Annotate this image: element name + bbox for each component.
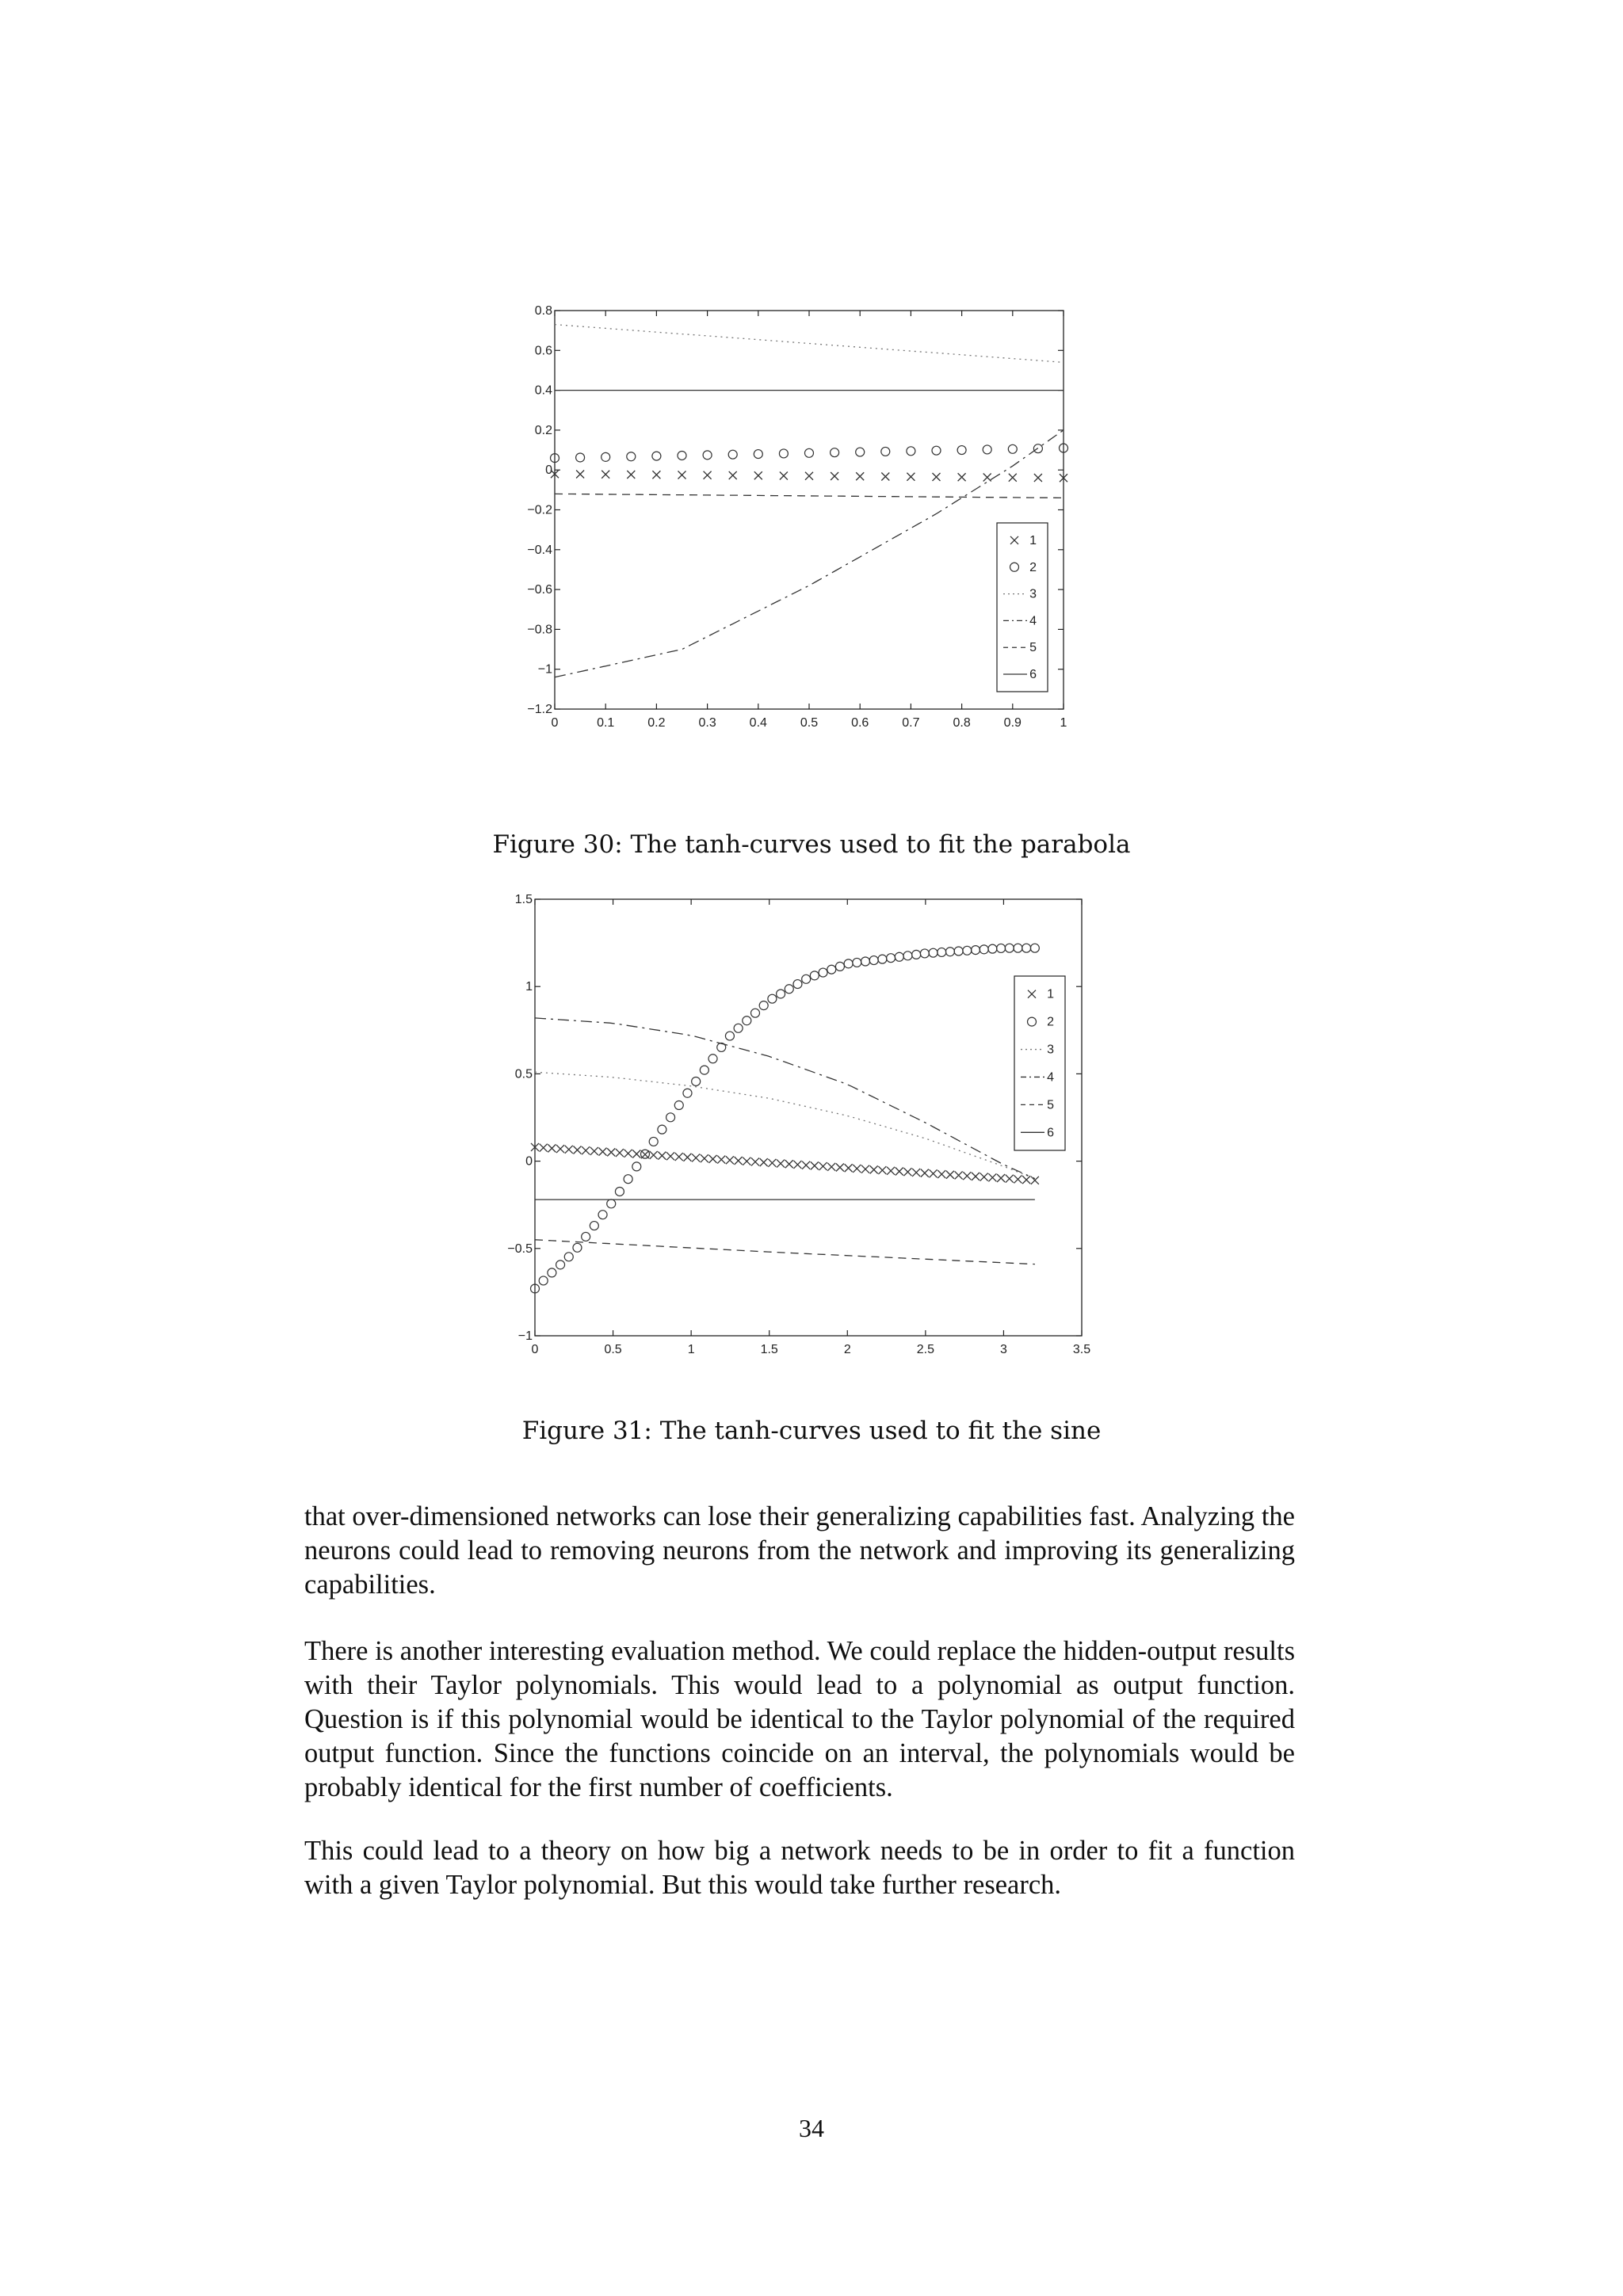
series-1-point: [632, 1150, 640, 1158]
series-1-point: [881, 472, 889, 480]
series-1-point: [997, 1174, 1005, 1182]
series-2-point: [649, 1137, 658, 1146]
legend-label-6: 6: [1029, 668, 1037, 682]
series-2-point: [683, 1089, 692, 1097]
series-2-point: [793, 980, 802, 989]
series-1-point: [963, 1172, 971, 1180]
series-1-point: [921, 1169, 929, 1177]
series-2-point: [988, 944, 997, 953]
legend-label-3: 3: [1029, 587, 1037, 601]
series-2-point: [932, 446, 941, 455]
series-5-line: [555, 494, 1064, 498]
chart-1-y-tick-label: 1.5: [514, 893, 533, 906]
chart-0-x-tick-label: 0.6: [851, 716, 869, 730]
legend-label-3: 3: [1047, 1043, 1054, 1057]
chart-1-plot-frame: [535, 899, 1082, 1336]
series-1-point: [565, 1146, 573, 1154]
series-2-point: [632, 1162, 641, 1171]
series-2-point: [627, 452, 636, 461]
body-paragraph-3: This could lead to a theory on how big a network needs to be in order to fit a function with a given Taylor polynomial. But this would take further research.: [304, 1836, 1295, 1900]
series-1-point: [675, 1153, 683, 1161]
series-2-point: [938, 948, 946, 956]
series-1-point: [658, 1152, 666, 1160]
series-1-point: [717, 1156, 725, 1164]
series-2-point: [983, 445, 991, 454]
series-1-point: [933, 473, 941, 481]
series-2-point: [861, 957, 870, 966]
series-3-line: [535, 1072, 1035, 1178]
series-2-point: [708, 1055, 717, 1063]
series-2-point: [674, 1101, 683, 1110]
series-1-point: [540, 1144, 548, 1152]
series-2-point: [652, 452, 661, 460]
series-1-point: [751, 1158, 759, 1165]
body-paragraph-2: There is another interesting evaluation method. We could replace the hidden-output results with their Taylor polynomials. This would lead to a polynomial as output function. Question is if this polynomial would be identical to the Taylor polynomial of the required output function. Since the functions coincide on an interval, the polynomials would be probably identical for the first number of coefficients.: [304, 1636, 1295, 1802]
series-2-point: [582, 1232, 590, 1241]
body-paragraph-1: that over-dimensioned networks can lose their generalizing capabilities fast. Analyzing the neurons could lead to removing neurons from the network and improving its generalizing capabilities.: [304, 1501, 1295, 1600]
chart-0-x-tick-label: 0.1: [597, 716, 615, 730]
series-2-point: [903, 952, 912, 960]
series-2-point: [703, 451, 712, 460]
series-1-point: [582, 1146, 590, 1154]
chart-0-x-tick-label: 0.3: [698, 716, 716, 730]
chart-0-y-tick-label: 0.6: [534, 344, 552, 358]
series-2-point: [1022, 944, 1031, 952]
series-2-point: [844, 959, 853, 968]
series-2-point: [856, 448, 865, 456]
series-2-point: [1014, 944, 1022, 952]
series-2-point: [751, 1009, 760, 1017]
chart-0-x-tick-label: 0.5: [800, 716, 819, 730]
chart-1-x-tick-label: 0.5: [604, 1343, 622, 1356]
series-2-point: [929, 948, 938, 957]
figure-30-chart: [491, 297, 1094, 741]
figure-31-chart: [491, 887, 1109, 1379]
series-2-point: [997, 944, 1006, 952]
series-1-point: [930, 1169, 938, 1177]
series-4-line: [555, 430, 1064, 677]
chart-0-y-tick-label: 0.8: [534, 304, 552, 318]
series-2-point: [539, 1276, 548, 1285]
chart-0-plot-frame: [555, 311, 1064, 709]
legend-label-2: 2: [1047, 1015, 1054, 1029]
chart-0-x-tick-label: 1: [1060, 716, 1067, 730]
series-2-point: [920, 949, 929, 958]
series-2-point: [1008, 444, 1017, 453]
series-1-point: [1009, 474, 1017, 482]
series-2-point: [598, 1211, 607, 1219]
series-1-point: [607, 1148, 615, 1156]
series-2-point: [658, 1125, 666, 1134]
chart-1-x-tick-label: 0: [531, 1343, 539, 1356]
series-2-point: [881, 447, 890, 456]
chart-1-x-tick-label: 3: [999, 1343, 1007, 1356]
series-3-line: [555, 325, 1064, 363]
series-2-point: [887, 954, 896, 963]
series-2-point: [700, 1066, 708, 1074]
series-1-point: [836, 1164, 844, 1172]
series-1-point: [735, 1157, 743, 1165]
chart-0-y-tick-label: −1: [537, 662, 552, 677]
series-1-point: [972, 1173, 980, 1180]
series-2-point: [912, 950, 921, 959]
series-1-point: [802, 1161, 810, 1169]
chart-0-x-tick-label: 0.4: [749, 716, 767, 730]
legend-label-2: 2: [1029, 560, 1037, 574]
series-2-point: [548, 1268, 556, 1277]
chart-1-y-tick-label: 0.5: [514, 1067, 533, 1081]
legend-label-5: 5: [1047, 1098, 1054, 1112]
series-2-point: [768, 994, 777, 1003]
chart-0-y-tick-label: −0.6: [527, 583, 552, 597]
series-1-point: [878, 1166, 886, 1174]
series-1-point: [938, 1170, 945, 1178]
series-1-point: [573, 1146, 581, 1154]
legend-label-4: 4: [1029, 614, 1037, 628]
series-1-point: [627, 471, 635, 479]
series-2-point: [576, 453, 585, 462]
chart-0-x-tick-label: 0: [551, 716, 559, 730]
series-1-point: [1014, 1175, 1022, 1183]
series-1-point: [912, 1169, 920, 1177]
series-1-point: [666, 1152, 674, 1160]
figure-30-caption: Figure 30: The tanh-curves used to fit the parabola: [492, 830, 1131, 859]
series-2-point: [878, 955, 887, 963]
series-2-point: [564, 1253, 573, 1261]
series-2-point: [835, 962, 844, 971]
series-1-point: [845, 1164, 853, 1172]
series-2-point: [779, 449, 788, 458]
series-1-point: [887, 1167, 895, 1175]
series-1-point: [1006, 1175, 1014, 1183]
chart-1-y-tick-label: 0: [525, 1154, 533, 1169]
series-2-point: [759, 1001, 768, 1010]
series-1-point: [743, 1158, 750, 1165]
chart-1-x-tick-label: 2: [843, 1343, 851, 1356]
chart-0-y-tick-label: −0.8: [527, 623, 552, 637]
chart-1-y-tick-label: 1: [525, 980, 533, 994]
series-1-point: [819, 1162, 827, 1170]
series-1-point: [650, 1151, 658, 1159]
series-1-point: [1022, 1176, 1030, 1184]
series-1-point: [831, 472, 838, 480]
chart-0-x-tick-label: 0.9: [1003, 716, 1022, 730]
chart-0-legend: [997, 523, 1048, 692]
series-1-point: [988, 1173, 996, 1181]
chart-0-y-tick-label: −0.4: [527, 543, 552, 557]
series-1-point: [652, 471, 660, 479]
series-2-point: [963, 946, 972, 955]
legend-label-4: 4: [1047, 1070, 1054, 1085]
series-2-point: [725, 1032, 734, 1040]
series-1-point: [780, 471, 788, 479]
series-4-line: [535, 1018, 1035, 1179]
chart-0-x-tick-label: 0.7: [902, 716, 920, 730]
series-2-point: [734, 1024, 743, 1032]
series-1-point: [760, 1158, 768, 1166]
series-2-point: [827, 965, 836, 974]
series-1-point: [870, 1165, 878, 1173]
series-2-point: [743, 1016, 751, 1025]
chart-0-y-tick-label: 0.4: [534, 383, 552, 398]
series-1-point: [624, 1150, 632, 1158]
series-1-point: [678, 471, 686, 479]
series-1-point: [955, 1171, 963, 1179]
chart-0-y-tick-label: −0.2: [527, 503, 552, 517]
series-2-point: [907, 447, 915, 456]
series-2-point: [853, 958, 861, 967]
series-1-point: [729, 471, 737, 479]
chart-0-x-tick-label: 0.8: [953, 716, 971, 730]
series-2-point: [831, 448, 839, 457]
series-1-point: [704, 471, 712, 479]
figure-31-caption: Figure 31: The tanh-curves used to fit the sine: [521, 1417, 1102, 1445]
series-2-point: [819, 968, 827, 977]
series-1-point: [856, 472, 864, 480]
legend-label-6: 6: [1047, 1126, 1054, 1140]
chart-1-legend: [1014, 976, 1065, 1150]
series-2-point: [615, 1187, 624, 1196]
chart-1-x-tick-label: 1.5: [760, 1343, 778, 1356]
series-1-point: [903, 1168, 911, 1176]
series-1-point: [811, 1161, 819, 1169]
chart-1-x-tick-label: 1: [687, 1343, 695, 1356]
series-2-point: [607, 1199, 616, 1208]
chart-1-x-tick-label: 2.5: [916, 1343, 934, 1356]
series-2-point: [972, 946, 980, 955]
page-number: 34: [799, 2114, 824, 2142]
series-1-point: [805, 472, 813, 480]
chart-0-x-tick-label: 0.2: [647, 716, 666, 730]
series-2-point: [785, 985, 793, 994]
series-2-point: [954, 947, 963, 955]
series-1-point: [827, 1163, 835, 1171]
series-5-line: [535, 1240, 1035, 1264]
series-1-point: [853, 1165, 861, 1173]
chart-0-y-tick-label: 0.2: [534, 423, 552, 437]
series-2-point: [754, 450, 762, 459]
series-2-point: [590, 1222, 598, 1230]
chart-0-y-tick-label: −1.2: [527, 703, 552, 716]
series-1-point: [548, 1144, 556, 1152]
series-1-point: [601, 471, 609, 479]
series-2-point: [805, 448, 814, 457]
series-1-point: [590, 1147, 598, 1155]
series-2-point: [728, 450, 737, 459]
series-2-point: [957, 446, 966, 455]
series-2-point: [1005, 944, 1014, 952]
series-1-point: [946, 1171, 954, 1179]
series-2-point: [692, 1077, 701, 1085]
chart-1-y-tick-label: −0.5: [507, 1241, 533, 1256]
series-1-point: [709, 1155, 717, 1163]
series-1-point: [692, 1154, 700, 1161]
chart-1-y-tick-label: −1: [517, 1329, 533, 1343]
series-1-point: [599, 1148, 607, 1156]
series-2-point: [624, 1175, 632, 1184]
series-1-point: [576, 470, 584, 478]
series-1-point: [980, 1173, 988, 1181]
series-1-point: [896, 1167, 903, 1175]
series-1-point: [768, 1159, 776, 1167]
series-2-point: [869, 956, 878, 965]
legend-label-1: 1: [1029, 533, 1037, 547]
legend-label-5: 5: [1029, 641, 1037, 655]
series-2-point: [980, 945, 988, 954]
series-1-point: [907, 473, 915, 481]
series-1-point: [616, 1149, 624, 1157]
series-1-point: [777, 1160, 785, 1168]
series-2-point: [666, 1113, 675, 1122]
series-2-point: [1030, 944, 1039, 952]
series-1-point: [556, 1145, 564, 1153]
series-2-point: [802, 974, 811, 983]
series-2-point: [601, 452, 610, 461]
series-1-point: [683, 1154, 691, 1161]
series-2-point: [895, 952, 903, 961]
series-1-point: [726, 1156, 734, 1164]
series-2-point: [556, 1261, 565, 1269]
series-1-point: [1034, 474, 1042, 482]
series-2-point: [945, 948, 954, 956]
series-1-point: [793, 1161, 801, 1169]
series-1-point: [958, 473, 966, 481]
series-1-point: [861, 1165, 869, 1173]
series-2-point: [573, 1243, 582, 1252]
series-1-point: [983, 474, 991, 482]
chart-0-y-tick-label: 0: [545, 463, 552, 478]
legend-label-1: 1: [1047, 987, 1054, 1001]
chart-1-x-tick-label: 3.5: [1072, 1343, 1091, 1356]
series-1-point: [785, 1160, 793, 1168]
series-1-point: [754, 471, 762, 479]
series-2-point: [678, 451, 686, 460]
series-2-point: [777, 990, 785, 998]
series-1-point: [701, 1154, 708, 1162]
series-2-point: [810, 971, 819, 980]
